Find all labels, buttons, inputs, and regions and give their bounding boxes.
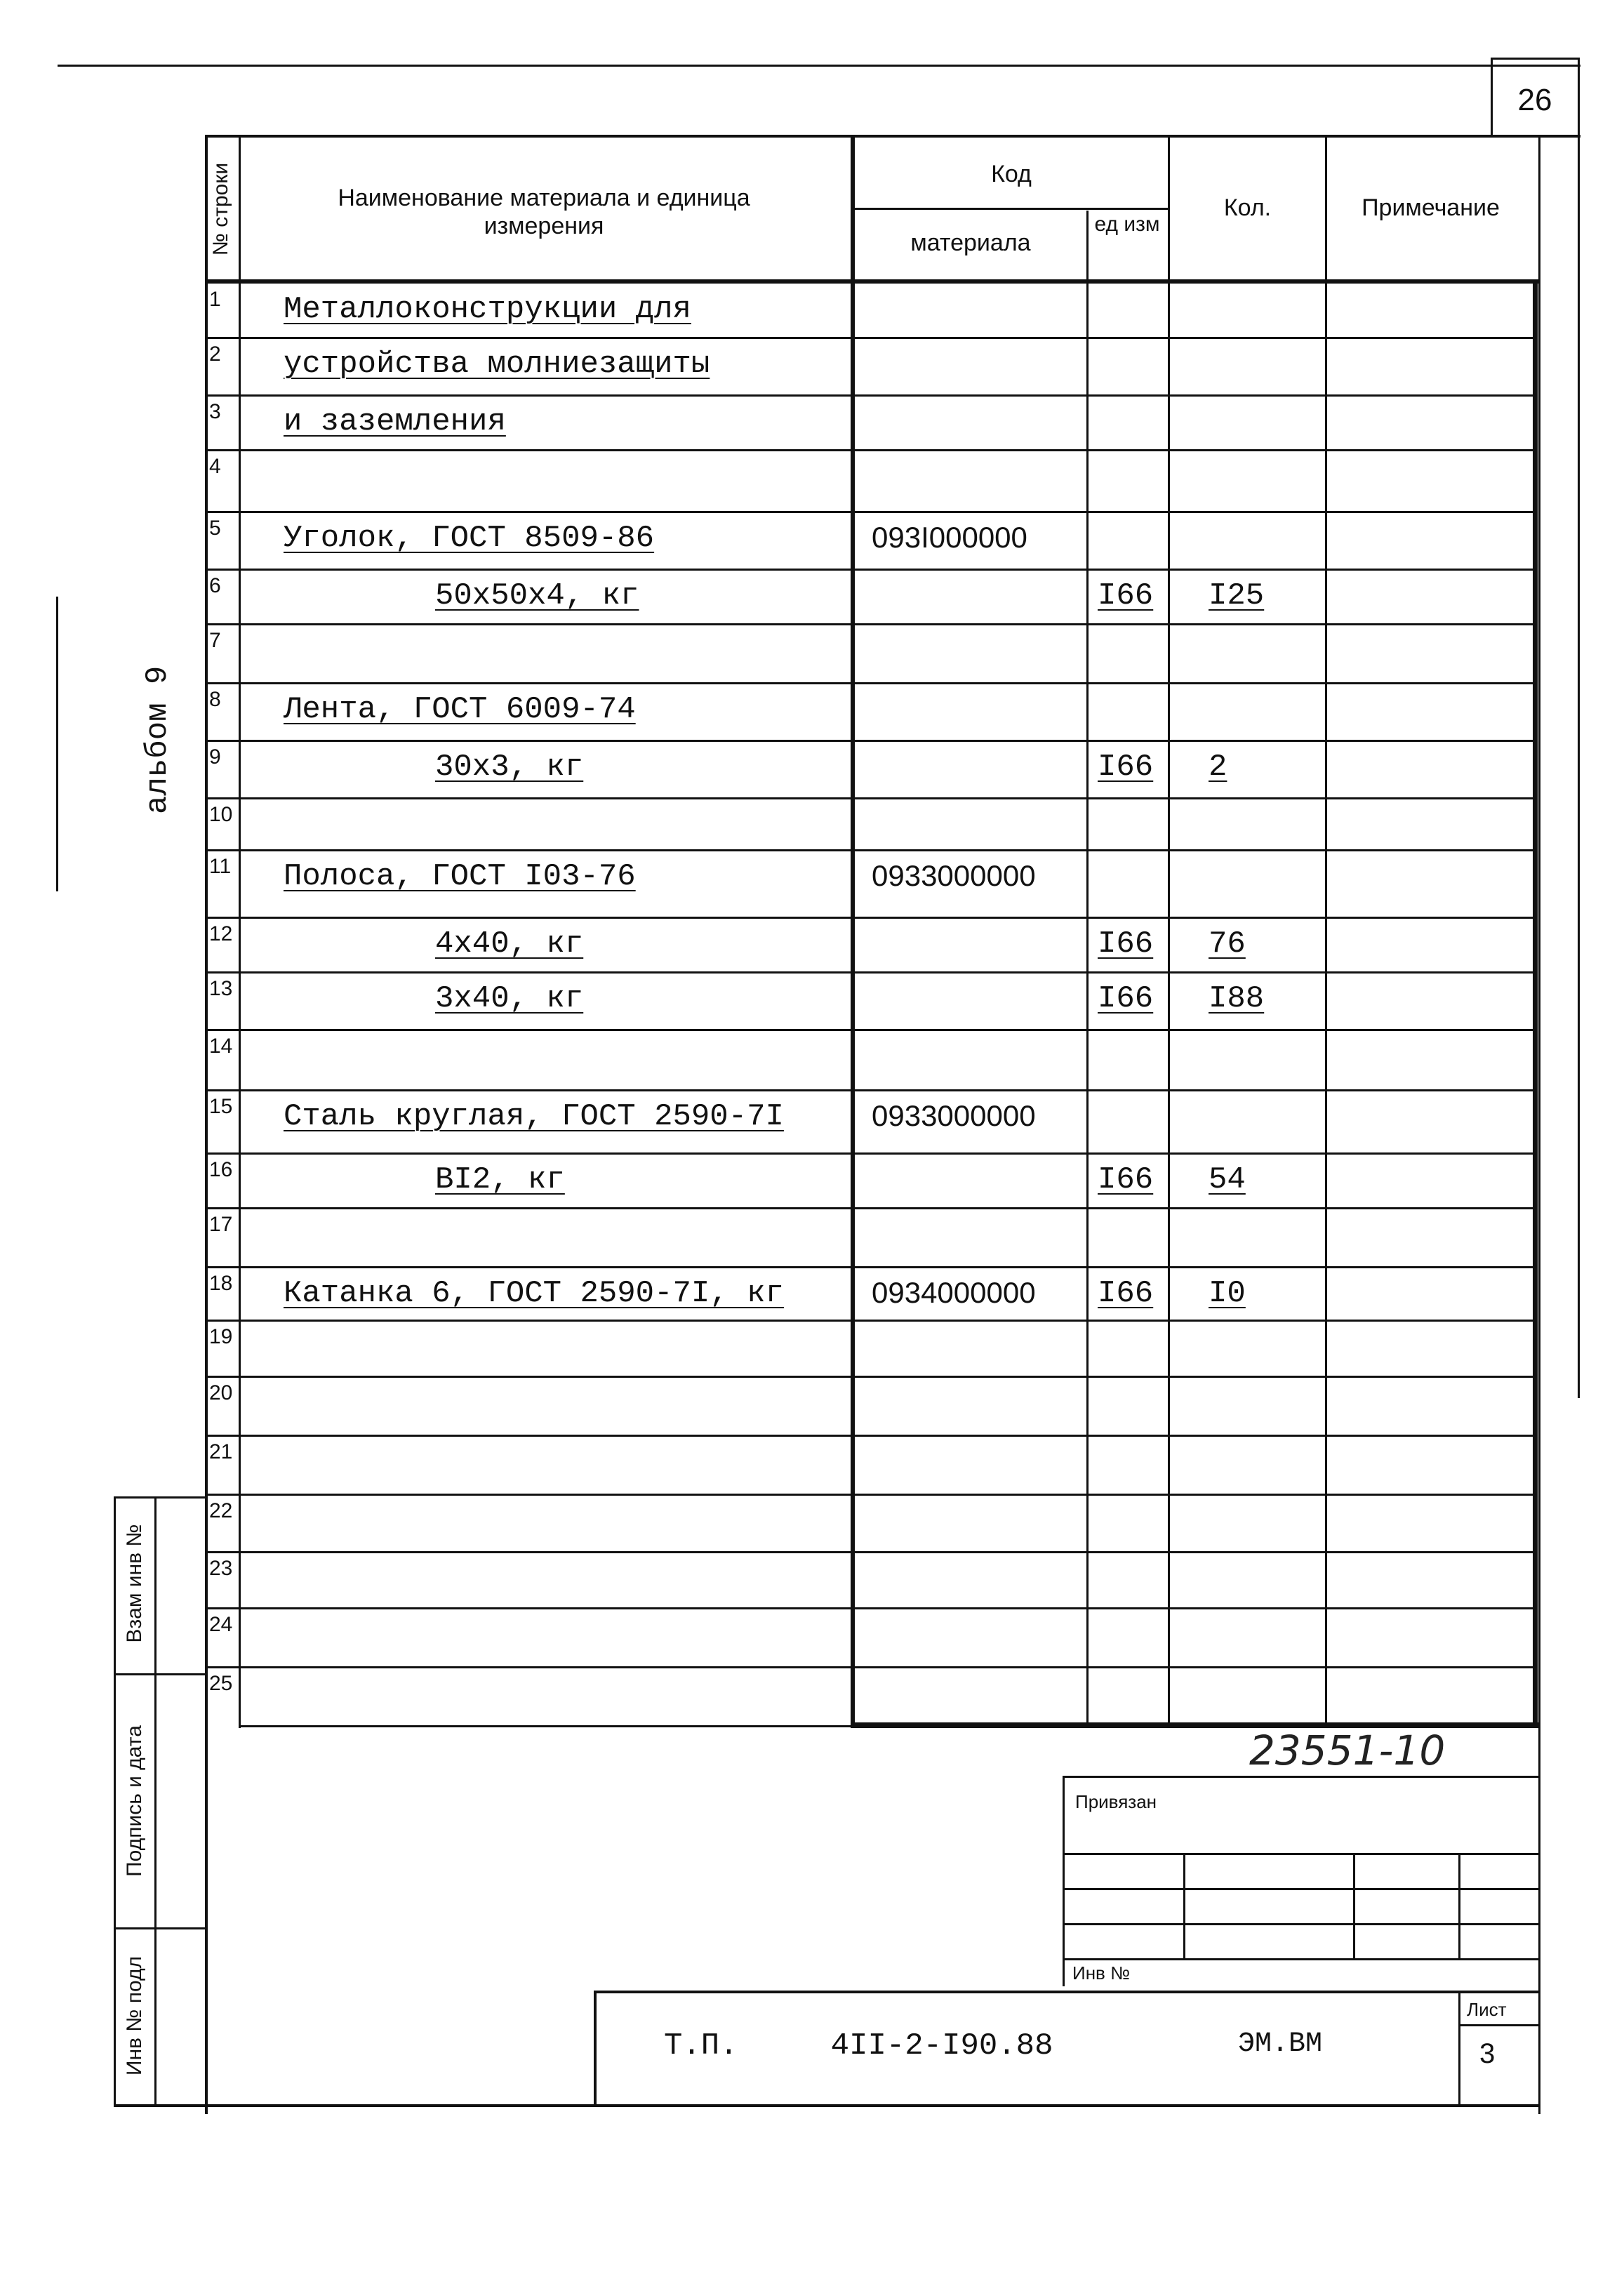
row-unit-code: I66: [1098, 1162, 1154, 1197]
sheet-label: Лист: [1467, 1999, 1507, 2020]
row-name: Катанка 6, ГОСТ 2590-7I, кг: [284, 1276, 784, 1311]
row-number: 17: [209, 1213, 233, 1236]
sheet-cell-divider: [1458, 2024, 1538, 2026]
frame-top-line: [58, 65, 1580, 67]
row-separator: [205, 449, 1536, 451]
row-number: 21: [209, 1440, 233, 1463]
row-separator: [205, 797, 1536, 799]
privyazan-label: Привязан: [1075, 1791, 1157, 1812]
inv-podl-label: Инв № подл: [123, 1955, 146, 2076]
sheet-box-top: [1491, 58, 1580, 60]
row-number: 9: [209, 745, 221, 769]
sheet-value: 3: [1479, 2038, 1496, 2069]
row-unit-code: I66: [1098, 1276, 1154, 1311]
sheet-cell-left: [1458, 1991, 1460, 2107]
row-number: 14: [209, 1035, 233, 1058]
row-quantity: I25: [1209, 578, 1265, 613]
row-number: 13: [209, 977, 233, 1000]
row-material-code: 093I000000: [872, 521, 1027, 554]
document-code: ЭМ.ВМ: [1238, 2028, 1323, 2060]
row-separator: [205, 1320, 1536, 1322]
frame-left-mark: [56, 597, 58, 891]
row-number: 3: [209, 400, 221, 423]
row-unit-code: I66: [1098, 578, 1154, 613]
header-row-no: № строки: [209, 162, 232, 256]
row-separator: [205, 1029, 1536, 1031]
row-separator: [205, 1266, 1536, 1268]
row-name: и заземления: [284, 404, 506, 439]
row-quantity: I88: [1209, 981, 1265, 1016]
stamp-row1: [1063, 1853, 1538, 1855]
title-block-left: [594, 1991, 597, 2107]
row-number: 8: [209, 688, 221, 711]
row-unit-code: I66: [1098, 926, 1154, 962]
unit-col-line: [1086, 211, 1089, 1727]
row-number: 10: [209, 803, 233, 826]
stamp-box-left: [1063, 1776, 1065, 1986]
row-quantity: I0: [1209, 1276, 1246, 1311]
vzam-inv-label: Взам инв №: [123, 1524, 146, 1643]
title-block-top: [594, 1991, 1538, 1993]
row-separator: [205, 1666, 1536, 1668]
row-material-code: 0933000000: [872, 859, 1036, 892]
note-col-line: [1325, 135, 1327, 1727]
header-name: Наименование материала и единица измерения: [338, 185, 750, 239]
row-name: устройства молниезащиты: [284, 347, 710, 382]
row-name: 50х50х4, кг: [435, 578, 639, 613]
side-stamp-top: [114, 1496, 206, 1499]
row-name: Полоса, ГОСТ I03-76: [284, 859, 636, 894]
row-number: 4: [209, 455, 221, 478]
side-stamp-sep2: [114, 1927, 206, 1929]
header-bottom-line: [205, 279, 1538, 284]
row-separator: [205, 682, 1536, 684]
row-separator: [205, 971, 1536, 974]
row-separator: [205, 1435, 1536, 1437]
stamp-col1: [1183, 1853, 1185, 1960]
table-left-border: [205, 135, 208, 2114]
stamp-row4: [1063, 1958, 1538, 1960]
row-separator: [205, 1551, 1536, 1553]
side-stamp-left: [114, 1496, 116, 2107]
row-quantity: 54: [1209, 1162, 1246, 1197]
rownum-col-line: [239, 135, 241, 1728]
row-separator: [205, 1494, 1536, 1496]
project-code: Т.П. 4II-2-I90.88: [664, 2028, 1053, 2064]
row-number: 16: [209, 1158, 233, 1181]
table-outer-right-border: [1578, 135, 1580, 1398]
code-sub-line: [851, 208, 1170, 210]
row-number: 25: [209, 1672, 233, 1695]
row-number: 18: [209, 1272, 233, 1295]
header-material: материала: [910, 230, 1031, 256]
row-separator: [205, 1207, 1536, 1209]
table-top-border: [205, 135, 1580, 138]
side-stamp-mid: [154, 1496, 157, 2107]
handwritten-number: 23551-10: [1249, 1727, 1446, 1774]
row-number: 6: [209, 574, 221, 597]
name-col-line: [851, 135, 855, 1728]
stamp-box-top: [1063, 1776, 1540, 1778]
album-label: альбом 9: [140, 665, 175, 814]
row-number: 2: [209, 343, 221, 366]
row-separator: [205, 849, 1536, 851]
row-separator: [205, 394, 1536, 397]
inv-no-label: Инв №: [1072, 1962, 1130, 1984]
row-number: 1: [209, 288, 221, 311]
body-right-line: [1533, 281, 1538, 1728]
row-separator: [205, 917, 1536, 919]
row-name: Сталь круглая, ГОСТ 2590-7I: [284, 1099, 784, 1134]
row-number: 7: [209, 629, 221, 652]
side-stamp-bottom: [114, 2104, 1538, 2107]
row-name: 3х40, кг: [435, 981, 584, 1016]
stamp-row2: [1063, 1888, 1538, 1890]
row-number: 11: [209, 855, 232, 878]
row-separator: [205, 1152, 1536, 1155]
row-name: Уголок, ГОСТ 8509-86: [284, 521, 655, 556]
row-number: 24: [209, 1613, 233, 1636]
row-name: 30х3, кг: [435, 750, 584, 785]
row-separator: [205, 337, 1536, 339]
header-note: Примечание: [1362, 194, 1500, 221]
row-name: 4х40, кг: [435, 926, 584, 962]
row-number: 23: [209, 1557, 233, 1580]
podpis-data-label: Подпись и дата: [123, 1725, 146, 1877]
row-separator: [205, 623, 1536, 625]
row-unit-code: I66: [1098, 750, 1154, 785]
row-name: Металлоконструкции для: [284, 292, 691, 327]
header-code: Код: [991, 161, 1032, 187]
row-separator: [205, 1607, 1536, 1609]
sheet-number: 26: [1517, 83, 1552, 117]
row-separator: [205, 1089, 1536, 1091]
row-number: 22: [209, 1499, 233, 1522]
row-quantity: 2: [1209, 750, 1227, 785]
table-right-border: [1538, 135, 1540, 2114]
row-number: 12: [209, 922, 233, 945]
qty-col-line: [1168, 135, 1170, 1727]
row-material-code: 0933000000: [872, 1099, 1036, 1132]
row-name: BI2, кг: [435, 1162, 565, 1197]
header-qty: Кол.: [1223, 194, 1272, 221]
row-separator: [205, 569, 1536, 571]
stamp-col3: [1458, 1853, 1460, 1960]
row-number: 19: [209, 1325, 233, 1348]
row-number: 20: [209, 1381, 233, 1404]
row-name: Лента, ГОСТ 6009-74: [284, 692, 636, 727]
name-bottom-line: [239, 1725, 853, 1727]
row-quantity: 76: [1209, 926, 1246, 962]
row-unit-code: I66: [1098, 981, 1154, 1016]
side-stamp-sep1: [114, 1673, 206, 1675]
row-separator: [205, 1376, 1536, 1378]
stamp-col2: [1353, 1853, 1355, 1960]
row-separator: [205, 740, 1536, 742]
row-separator: [205, 511, 1536, 513]
stamp-row3: [1063, 1923, 1538, 1925]
row-number: 15: [209, 1095, 233, 1118]
row-number: 5: [209, 517, 221, 540]
header-unit: ед изм: [1094, 213, 1160, 236]
row-material-code: 0934000000: [872, 1276, 1036, 1309]
